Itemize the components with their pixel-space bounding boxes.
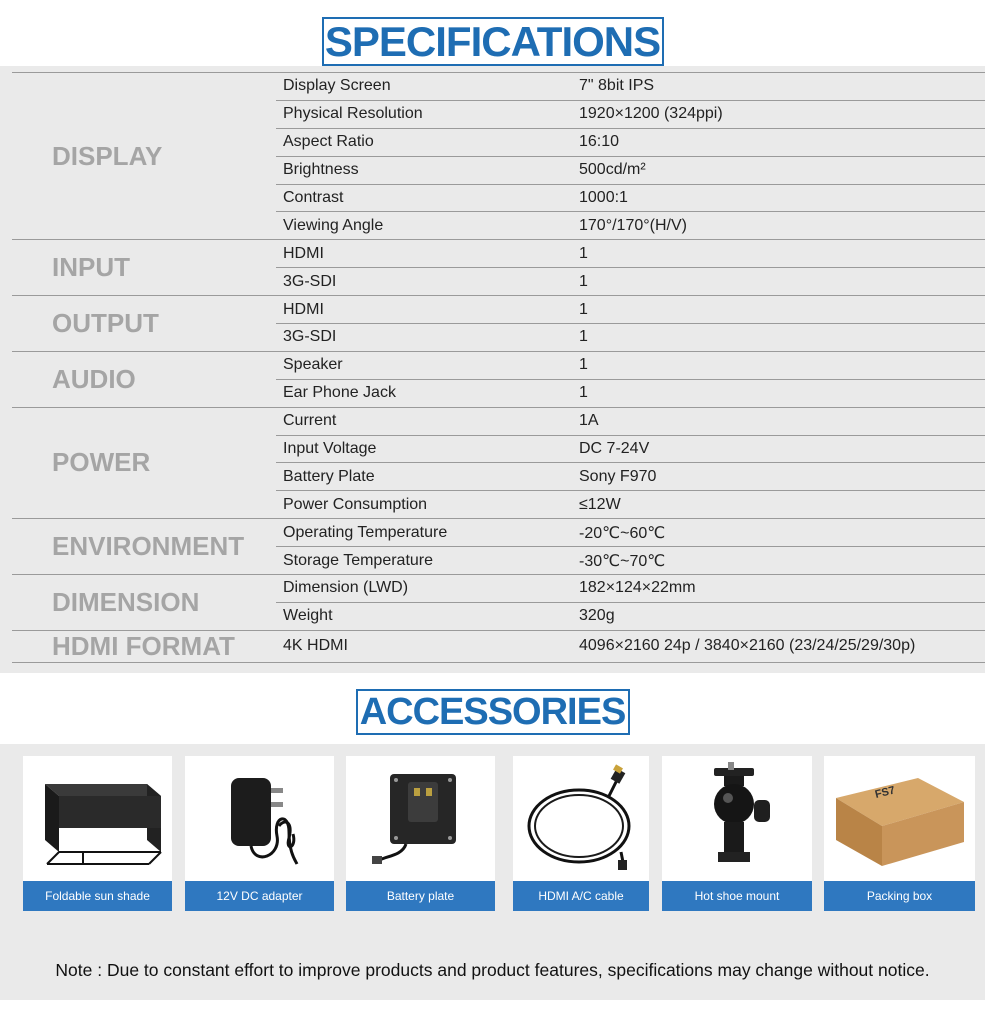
spec-key: Weight [276,602,571,630]
spec-row [12,575,985,603]
spec-value: 500cd/m² [571,156,985,184]
spec-value: 1 [571,379,985,407]
spec-row [12,296,985,324]
accessory-label: HDMI A/C cable [513,881,649,911]
accessories-title: ACCESSORIES [356,689,630,735]
spec-row [12,351,985,379]
spec-key: Operating Temperature [276,519,571,547]
packing-box-icon [824,756,975,881]
spec-value: Sony F970 [571,463,985,491]
spec-key: HDMI [276,296,571,324]
spec-value: 7" 8bit IPS [571,73,985,101]
spec-category: HDMI FORMAT [12,630,276,662]
spec-category: DISPLAY [12,73,276,240]
spec-key: Aspect Ratio [276,128,571,156]
spec-value: 320g [571,602,985,630]
spec-value: 1 [571,351,985,379]
spec-value: 1A [571,407,985,435]
spec-key: Viewing Angle [276,212,571,240]
accessory-label: Battery plate [346,881,495,911]
battery-plate-icon [346,756,495,881]
accessory-card-packing-box [824,756,975,911]
disclaimer-note: Note : Due to constant effort to improve products and product features, specifications may change without notice. [55,960,930,980]
spec-category: AUDIO [12,351,276,407]
spec-value: 1000:1 [571,184,985,212]
spec-category: OUTPUT [12,296,276,352]
accessory-label: Packing box [824,881,975,911]
spec-value: 1 [571,268,985,296]
spec-row [12,519,985,547]
sun-shade-icon [23,756,172,881]
spec-row [12,73,985,101]
accessory-card-hdmi-cable [513,756,649,911]
spec-key: 4K HDMI [276,630,571,662]
accessory-card-sun-shade [23,756,172,911]
spec-value: ≤12W [571,491,985,519]
accessory-card-hot-shoe-mount [662,756,812,911]
spec-value: 1920×1200 (324ppi) [571,100,985,128]
spec-category: ENVIRONMENT [12,519,276,575]
spec-category: DIMENSION [12,575,276,631]
hdmi-cable-icon [513,756,649,881]
spec-value: -30℃~70℃ [571,547,985,575]
spec-value: 182×124×22mm [571,575,985,603]
accessory-label: 12V DC adapter [185,881,334,911]
svg-text:FS7: FS7 [873,784,897,801]
spec-value: 4096×2160 24p / 3840×2160 (23/24/25/29/30p) [571,630,985,662]
spec-key: Speaker [276,351,571,379]
spec-value: 16:10 [571,128,985,156]
spec-key: Battery Plate [276,463,571,491]
spec-category: POWER [12,407,276,519]
spec-value: 1 [571,240,985,268]
spec-row [12,407,985,435]
power-adapter-icon [185,756,334,881]
spec-key: Storage Temperature [276,547,571,575]
spec-value: 170°/170°(H/V) [571,212,985,240]
spec-key: 3G-SDI [276,268,571,296]
accessory-label: Foldable sun shade [23,881,172,911]
spec-value: -20℃~60℃ [571,519,985,547]
spec-key: Contrast [276,184,571,212]
specifications-table [12,72,985,663]
spec-key: Brightness [276,156,571,184]
spec-category: INPUT [12,240,276,296]
hot-shoe-mount-icon [662,756,812,881]
spec-key: Physical Resolution [276,100,571,128]
spec-row [12,630,985,662]
spec-key: Ear Phone Jack [276,379,571,407]
spec-key: HDMI [276,240,571,268]
spec-key: Dimension (LWD) [276,575,571,603]
accessory-label: Hot shoe mount [662,881,812,911]
accessory-card-power-adapter [185,756,334,911]
spec-value: 1 [571,296,985,324]
spec-row [12,240,985,268]
spec-value: 1 [571,324,985,352]
spec-value: DC 7-24V [571,435,985,463]
accessory-card-battery-plate [346,756,495,911]
spec-key: 3G-SDI [276,324,571,352]
spec-key: Input Voltage [276,435,571,463]
specifications-title: SPECIFICATIONS [322,17,664,66]
spec-key: Power Consumption [276,491,571,519]
spec-key: Current [276,407,571,435]
spec-key: Display Screen [276,73,571,101]
